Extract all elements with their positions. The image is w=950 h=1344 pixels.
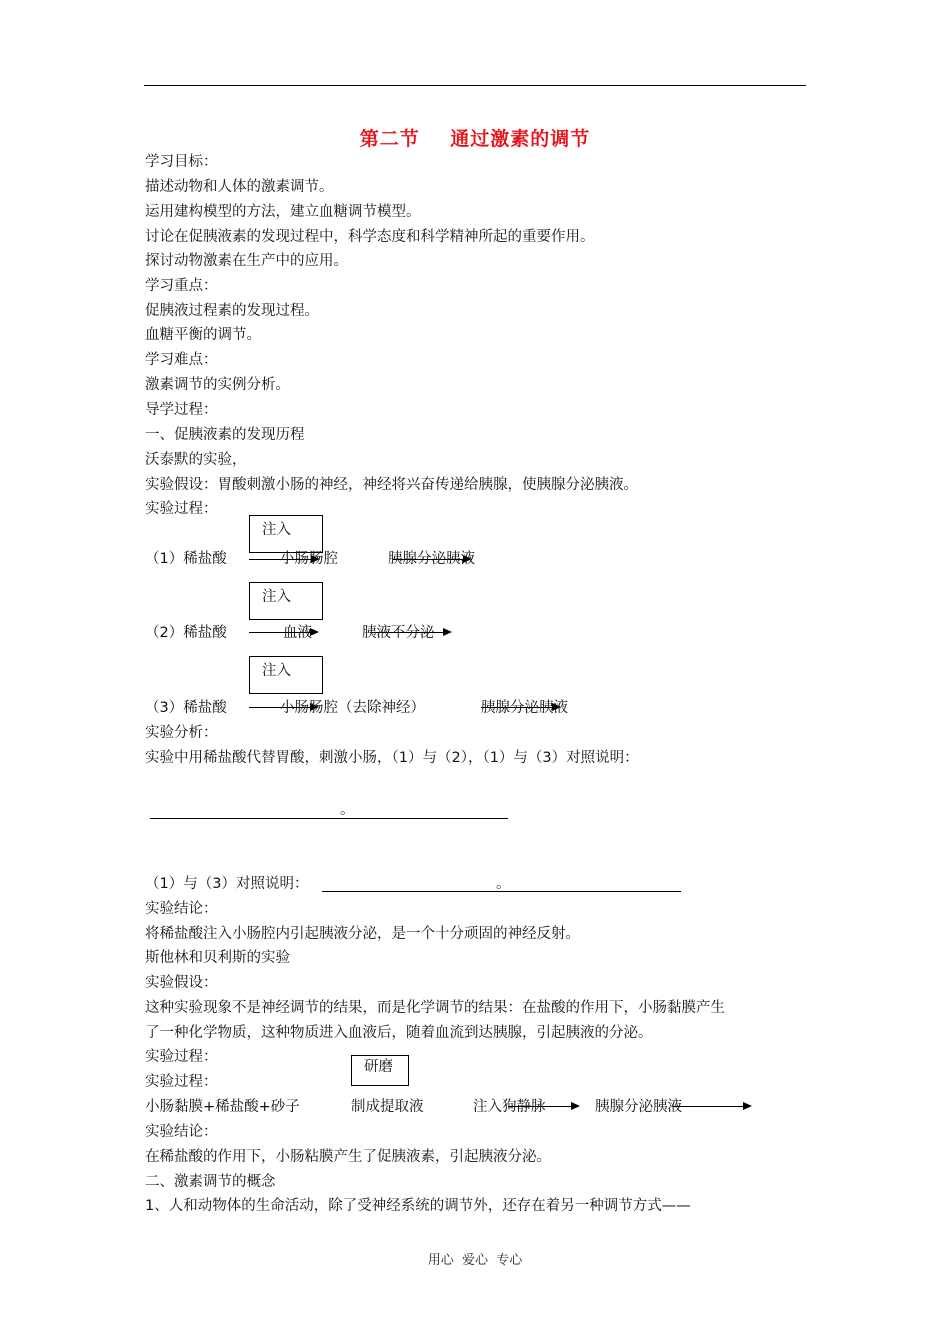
exp2-name: 斯他林和贝利斯的实验 xyxy=(145,950,290,966)
key-points-heading: 学习重点： xyxy=(145,278,218,294)
answer-blank-1-period: 。 xyxy=(340,802,355,818)
exp2-hypothesis-line-2: 了一种化学物质，这种物质进入血液后，随着血流到达胰腺，引起胰液的分泌。 xyxy=(145,1025,653,1041)
flow-2-mid: 血液 xyxy=(283,625,312,641)
page-footer: 用心 爱心 专心 xyxy=(427,1253,523,1268)
section2-item-1: 1、人和动物体的生命活动，除了受神经系统的调节外，还存在着另一种调节方式—— xyxy=(145,1198,691,1214)
flow-1-mid: 小肠肠腔 xyxy=(280,551,338,567)
flow-2-end: 胰液不分泌 xyxy=(362,625,435,641)
flow-1-end: 胰腺分泌胰液 xyxy=(388,551,475,567)
objective-item: 运用建构模型的方法，建立血糖调节模型。 xyxy=(145,204,421,220)
difficulties-heading: 学习难点： xyxy=(145,352,218,368)
page-title: 第二节 通过激素的调节 xyxy=(359,128,591,150)
flow-2-box xyxy=(249,582,323,620)
flow-2-box-label: 注入 xyxy=(262,589,291,605)
exp2-flow-end: 胰腺分泌胰液 xyxy=(595,1099,682,1115)
section1-heading: 一、促胰液素的发现历程 xyxy=(145,427,305,443)
flow-3-box xyxy=(249,656,323,694)
flow-3-start: （3）稀盐酸 xyxy=(145,700,227,716)
analysis-heading: 实验分析： xyxy=(145,725,218,741)
compare-label: （1）与（3）对照说明： xyxy=(145,876,309,892)
exp2-flow-arrow-2-line xyxy=(672,1106,744,1107)
objective-item: 讨论在促胰液素的发现过程中，科学态度和科学精神所起的重要作用。 xyxy=(145,229,595,245)
answer-blank-1 xyxy=(150,818,508,819)
flow-2-start: （2）稀盐酸 xyxy=(145,625,227,641)
exp2-flow-inject: 注入狗静脉 xyxy=(473,1099,546,1115)
flow-3-box-label: 注入 xyxy=(262,663,291,679)
section2-heading: 二、激素调节的概念 xyxy=(145,1174,276,1190)
exp1-hypothesis: 实验假设：胃酸刺激小肠的神经，神经将兴奋传递给胰腺，使胰腺分泌胰液。 xyxy=(145,477,638,493)
analysis-text: 实验中用稀盐酸代替胃酸，刺激小肠，（1）与（2），（1）与（3）对照说明： xyxy=(145,750,639,766)
objective-item: 探讨动物激素在生产中的应用。 xyxy=(145,253,348,269)
exp2-flow-mid: 制成提取液 xyxy=(351,1099,424,1115)
exp2-hypothesis-heading: 实验假设： xyxy=(145,975,218,991)
objective-item: 描述动物和人体的激素调节。 xyxy=(145,179,334,195)
flow-3-end: 胰腺分泌胰液 xyxy=(481,700,568,716)
exp1-name: 沃泰默的实验， xyxy=(145,452,247,468)
exp2-process-label: 实验过程： xyxy=(145,1074,218,1090)
exp2-flow-box-label: 研磨 xyxy=(364,1059,393,1075)
exp2-flow-arrow-1-head xyxy=(571,1102,580,1110)
objectives-heading: 学习目标： xyxy=(145,154,218,170)
key-point-item: 血糖平衡的调节。 xyxy=(145,327,261,343)
exp1-process-label: 实验过程： xyxy=(145,501,218,517)
key-point-item: 促胰液过程素的发现过程。 xyxy=(145,303,319,319)
conclusion-text: 将稀盐酸注入小肠腔内引起胰液分泌，是一个十分顽固的神经反射。 xyxy=(145,926,580,942)
flow-1-box xyxy=(249,515,323,553)
flow-2-arrow-2-head xyxy=(443,628,452,636)
difficulty-item: 激素调节的实例分析。 xyxy=(145,377,290,393)
exp2-flow-start: 小肠黏膜+稀盐酸+砂子 xyxy=(145,1099,300,1115)
conclusion-heading: 实验结论： xyxy=(145,901,218,917)
header-rule xyxy=(144,85,806,86)
guide-heading: 导学过程： xyxy=(145,402,218,418)
flow-3-mid: 小肠肠腔（去除神经） xyxy=(280,700,425,716)
exp2-hypothesis-line-1: 这种实验现象不是神经调节的结果，而是化学调节的结果：在盐酸的作用下，小肠黏膜产生 xyxy=(145,1000,725,1016)
exp2-process-label: 实验过程： xyxy=(145,1049,218,1065)
exp2-conclusion-heading: 实验结论： xyxy=(145,1124,218,1140)
flow-1-start: （1）稀盐酸 xyxy=(145,551,227,567)
exp2-conclusion-text: 在稀盐酸的作用下，小肠粘膜产生了促胰液素，引起胰液分泌。 xyxy=(145,1149,551,1165)
answer-blank-2-period: 。 xyxy=(496,876,511,892)
exp2-flow-arrow-2-head xyxy=(743,1102,752,1110)
exp2-flow-box xyxy=(351,1055,409,1086)
flow-1-box-label: 注入 xyxy=(262,522,291,538)
